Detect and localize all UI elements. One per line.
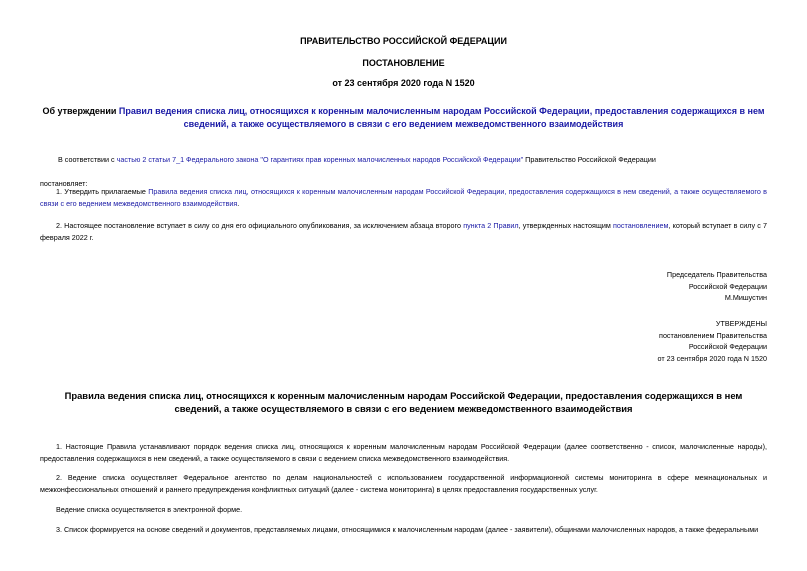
document-title [40, 105, 767, 130]
rules-title-link[interactable]: Правил ведения списка лиц, относящихся к коренным малочисленным народам Российской Федерации, предоставления содержащихся в нем сведений, а также осуществляемого в связи с его ведением межведомственного взаимодействия [118, 106, 765, 129]
p2-text-3: , который вступает в силу с 7 февраля 2022 г. [40, 221, 767, 242]
p1-text-2: . [237, 198, 240, 208]
intro-paragraph [58, 154, 778, 166]
decree-word: постановляет: [40, 179, 88, 188]
government-name: ПРАВИТЕЛЬСТВО РОССИЙСКОЙ ФЕДЕРАЦИИ [300, 36, 507, 46]
rules-title: Правила ведения списка лиц, относящихся к коренным малочисленным народам Российской Федерации, предоставления содержащихся в нем сведений, а также осуществляемого в связи с его ведением межведомственного взаимодействия [64, 390, 743, 414]
rules-point-2-link[interactable]: пункта 2 Правил [463, 221, 519, 230]
decree-paragraph-1 [40, 186, 767, 209]
approval-line-1: УТВЕРЖДЕНЫ [715, 319, 767, 328]
signature-line-2: Российской Федерации [688, 281, 767, 291]
title-prefix: Об утверждении [42, 106, 119, 116]
intro-text-1: В соответствии с [58, 155, 117, 164]
rules-point-2: 2. Ведение списка осуществляет Федеральное агентство по делам национальностей с использованием государственной информационной системы мониторинга в сфере межнациональных и межконфессиональных отношений и раннего предупреждения конфликтных ситуаций (далее - система мониторинга) в целях предоставления государственных услуг. [40, 473, 767, 494]
document-type: ПОСТАНОВЛЕНИЕ [362, 58, 445, 68]
approval-line-2: постановлением Правительства [659, 330, 767, 340]
rules-point-2-electronic: Ведение списка осуществляется в электронной форме. [56, 505, 243, 514]
signature-block [667, 269, 767, 304]
intro-text-2: Правительство Российской Федерации [523, 155, 656, 164]
document-date: от 23 сентября 2020 года N 1520 [332, 78, 475, 88]
approval-line-3: Российской Федерации [688, 342, 767, 351]
p1-text-1: 1. Утвердить прилагаемые [56, 187, 149, 196]
p2-text-1: 2. Настоящее постановление вступает в силу со дня его официального опубликования, за исключением абзаца второго [56, 221, 464, 230]
resolution-link[interactable]: постановлением [613, 221, 669, 230]
rules-point-1: 1. Настоящие Правила устанавливают порядок ведения списка лиц, относящихся к коренным малочисленным народам Российской Федерации (далее соответственно - список, малочисленные народы), предоставления содержащихся в нем сведений, а также осуществляемого в связи с ведением списка межведомственного взаимодействия. [40, 442, 767, 463]
rules-point-3: 3. Список формируется на основе сведений и документов, представляемых лицами, относящимися к малочисленным народам (далее - заявители), общинами малочисленных народов, а также федеральными [56, 525, 759, 534]
federal-law-link[interactable]: частью 2 статьи 7_1 Федерального закона "О гарантиях прав коренных малочисленных народов Российской Федерации" [116, 155, 524, 164]
approval-block [658, 318, 767, 364]
p2-text-2: , утвержденных настоящим [518, 221, 613, 230]
signature-line-3: М.Мишустин [724, 293, 767, 302]
approved-rules-link[interactable]: Правила ведения списка лиц, относящихся к коренным малочисленным народам Российской Федерации, предоставления содержащихся в нем сведений, а также осуществляемого в связи с его ведением межведомственного взаимодействия [40, 187, 767, 208]
decree-paragraph-2 [40, 220, 767, 243]
signature-line-1: Председатель Правительства [666, 270, 767, 279]
approval-line-4: от 23 сентября 2020 года N 1520 [657, 353, 767, 363]
